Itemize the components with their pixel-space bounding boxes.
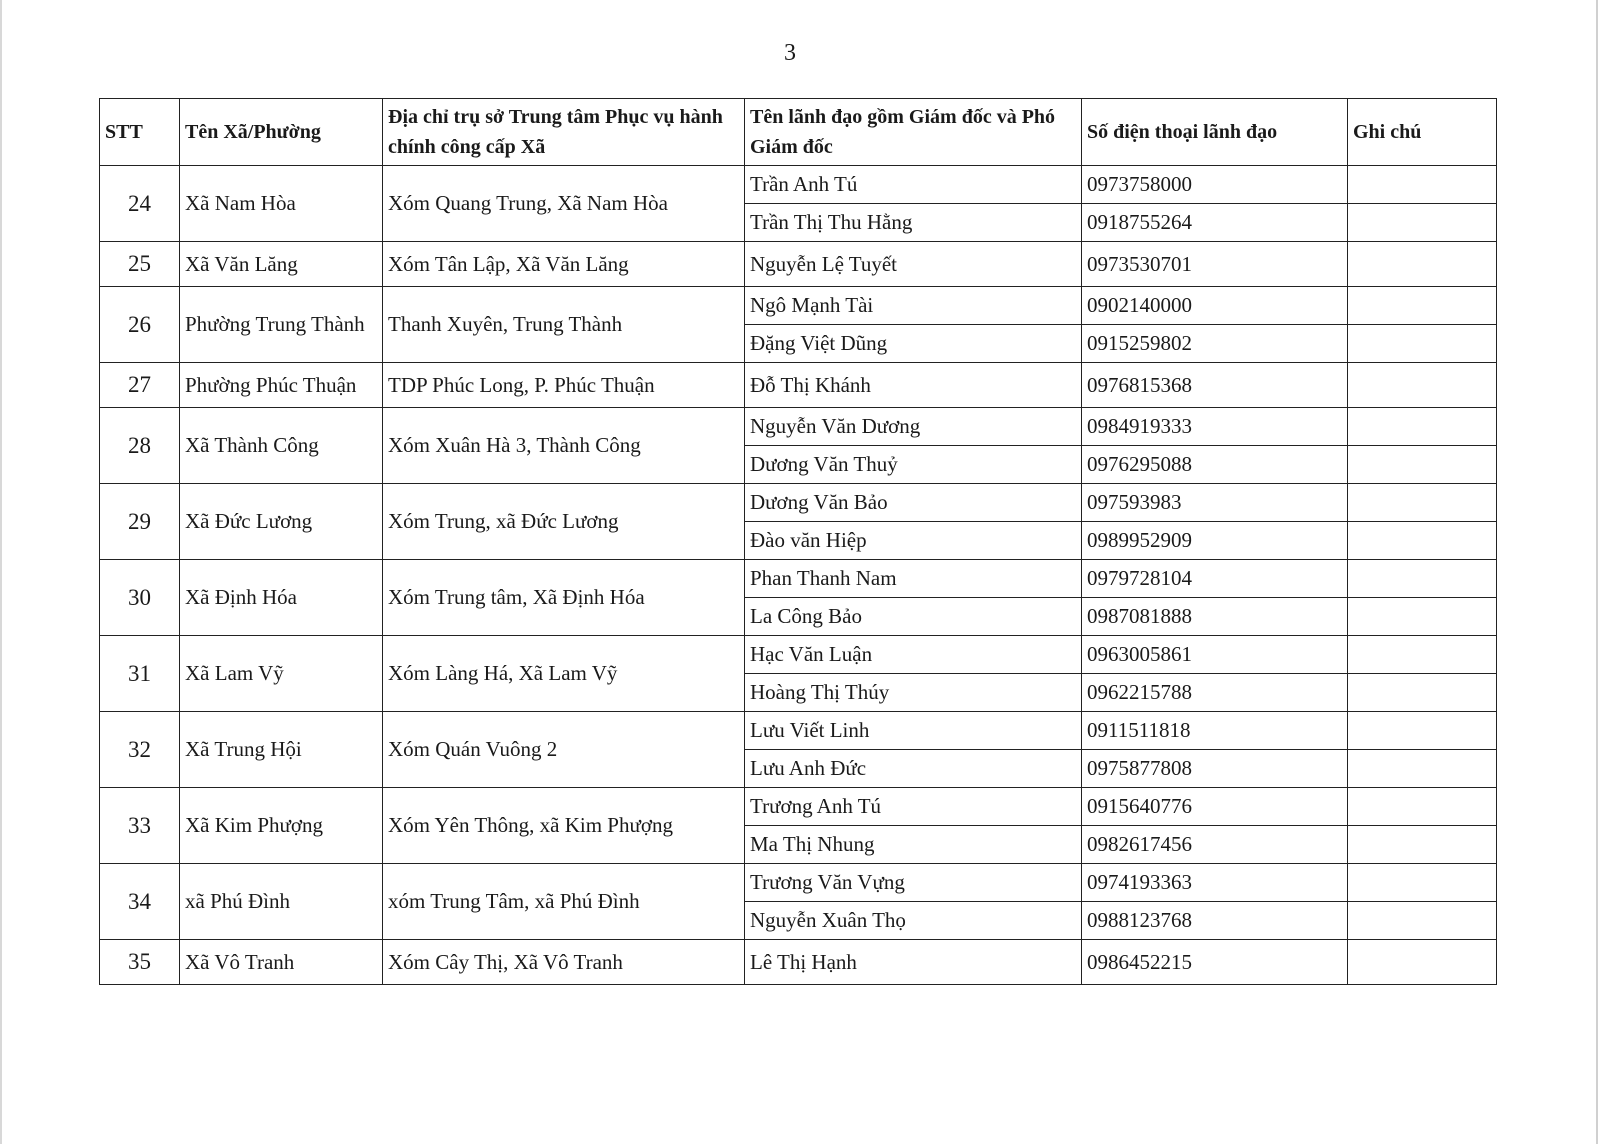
row-stt: 24 [100, 166, 180, 242]
row-commune-name: Phường Trung Thành [180, 287, 383, 363]
header-note: Ghi chú [1348, 99, 1497, 166]
row-stt: 34 [100, 864, 180, 940]
row-commune-name: Phường Phúc Thuận [180, 363, 383, 408]
row-note-empty [1348, 446, 1497, 484]
row-note-empty [1348, 750, 1497, 788]
leader-name: La Công Bảo [745, 598, 1082, 636]
header-address: Địa chỉ trụ sở Trung tâm Phục vụ hành chính công cấp Xã [383, 99, 745, 166]
leader-name: Nguyễn Lệ Tuyết [745, 242, 1082, 287]
header-commune-name: Tên Xã/Phường [180, 99, 383, 166]
leader-phone: 0973758000 [1082, 166, 1348, 204]
row-note [1348, 940, 1497, 985]
leader-phone: 0918755264 [1082, 204, 1348, 242]
leader-phone: 0987081888 [1082, 598, 1348, 636]
leader-name: Ma Thị Nhung [745, 826, 1082, 864]
row-commune-name: xã Phú Đình [180, 864, 383, 940]
row-address: Xóm Yên Thông, xã Kim Phượng [383, 788, 745, 864]
leader-name: Trương Văn Vựng [745, 864, 1082, 902]
row-note [1348, 408, 1497, 446]
row-stt: 31 [100, 636, 180, 712]
row-commune-name: Xã Vô Tranh [180, 940, 383, 985]
leader-phone: 0975877808 [1082, 750, 1348, 788]
row-note [1348, 864, 1497, 902]
leader-phone: 0963005861 [1082, 636, 1348, 674]
row-stt: 30 [100, 560, 180, 636]
row-address: Xóm Xuân Hà 3, Thành Công [383, 408, 745, 484]
leader-phone: 0989952909 [1082, 522, 1348, 560]
row-note [1348, 287, 1497, 325]
leader-phone: 0915259802 [1082, 325, 1348, 363]
row-address: Xóm Quang Trung, Xã Nam Hòa [383, 166, 745, 242]
leader-name: Dương Văn Bảo [745, 484, 1082, 522]
header-row [100, 99, 1497, 166]
leader-phone: 0982617456 [1082, 826, 1348, 864]
table-row [100, 712, 1497, 750]
row-address: Xóm Làng Há, Xã Lam Vỹ [383, 636, 745, 712]
leader-name: Lưu Viết Linh [745, 712, 1082, 750]
row-commune-name: Xã Đức Lương [180, 484, 383, 560]
row-stt: 32 [100, 712, 180, 788]
row-note [1348, 242, 1497, 287]
row-commune-name: Xã Nam Hòa [180, 166, 383, 242]
row-commune-name: Xã Định Hóa [180, 560, 383, 636]
row-note-empty [1348, 325, 1497, 363]
row-note [1348, 636, 1497, 674]
leader-phone: 0976295088 [1082, 446, 1348, 484]
leader-name: Dương Văn Thuỷ [745, 446, 1082, 484]
leader-name: Đặng Việt Dũng [745, 325, 1082, 363]
row-address: Xóm Trung tâm, Xã Định Hóa [383, 560, 745, 636]
row-note-empty [1348, 598, 1497, 636]
row-stt: 27 [100, 363, 180, 408]
row-note-empty [1348, 204, 1497, 242]
row-address: Thanh Xuyên, Trung Thành [383, 287, 745, 363]
table-row [100, 636, 1497, 674]
row-commune-name: Xã Kim Phượng [180, 788, 383, 864]
leader-name: Nguyễn Xuân Thọ [745, 902, 1082, 940]
leader-phone: 0962215788 [1082, 674, 1348, 712]
leader-name: Trần Anh Tú [745, 166, 1082, 204]
row-address: Xóm Tân Lập, Xã Văn Lăng [383, 242, 745, 287]
row-note-empty [1348, 522, 1497, 560]
row-note [1348, 788, 1497, 826]
row-note [1348, 166, 1497, 204]
row-stt: 28 [100, 408, 180, 484]
row-address: Xóm Trung, xã Đức Lương [383, 484, 745, 560]
header-leader-phone: Số điện thoại lãnh đạo [1082, 99, 1348, 166]
row-address: Xóm Quán Vuông 2 [383, 712, 745, 788]
header-stt: STT [100, 99, 180, 166]
row-note [1348, 484, 1497, 522]
page-number: 3 [784, 40, 796, 66]
row-stt: 35 [100, 940, 180, 985]
leader-name: Đào văn Hiệp [745, 522, 1082, 560]
leader-phone: 0902140000 [1082, 287, 1348, 325]
leader-name: Lê Thị Hạnh [745, 940, 1082, 985]
leader-name: Nguyễn Văn Dương [745, 408, 1082, 446]
scan-edge-left [0, 0, 2, 1144]
header-leader-name: Tên lãnh đạo gồm Giám đốc và Phó Giám đốc [745, 99, 1082, 166]
leader-phone: 0911511818 [1082, 712, 1348, 750]
leader-name: Ngô Mạnh Tài [745, 287, 1082, 325]
leader-name: Phan Thanh Nam [745, 560, 1082, 598]
scan-edge-right [1596, 0, 1598, 1144]
row-stt: 29 [100, 484, 180, 560]
row-commune-name: Xã Lam Vỹ [180, 636, 383, 712]
row-stt: 25 [100, 242, 180, 287]
table-row [100, 408, 1497, 446]
row-commune-name: Xã Trung Hội [180, 712, 383, 788]
leader-phone: 097593983 [1082, 484, 1348, 522]
row-note-empty [1348, 826, 1497, 864]
row-stt: 33 [100, 788, 180, 864]
row-address: xóm Trung Tâm, xã Phú Đình [383, 864, 745, 940]
row-note [1348, 363, 1497, 408]
table-row [100, 363, 1497, 408]
row-address: Xóm Cây Thị, Xã Vô Tranh [383, 940, 745, 985]
row-note-empty [1348, 674, 1497, 712]
leader-name: Hoàng Thị Thúy [745, 674, 1082, 712]
table-row [100, 287, 1497, 325]
leader-phone: 0979728104 [1082, 560, 1348, 598]
leader-phone: 0915640776 [1082, 788, 1348, 826]
leader-name: Hạc Văn Luận [745, 636, 1082, 674]
table-row [100, 166, 1497, 204]
row-commune-name: Xã Văn Lăng [180, 242, 383, 287]
row-note [1348, 712, 1497, 750]
leader-name: Trương Anh Tú [745, 788, 1082, 826]
leaders-table [99, 98, 1497, 985]
table-row [100, 864, 1497, 902]
leader-phone: 0986452215 [1082, 940, 1348, 985]
table-row [100, 788, 1497, 826]
table-row [100, 560, 1497, 598]
leader-phone: 0988123768 [1082, 902, 1348, 940]
row-stt: 26 [100, 287, 180, 363]
leader-phone: 0976815368 [1082, 363, 1348, 408]
row-note [1348, 560, 1497, 598]
table-row [100, 940, 1497, 985]
row-address: TDP Phúc Long, P. Phúc Thuận [383, 363, 745, 408]
row-note-empty [1348, 902, 1497, 940]
leader-name: Đỗ Thị Khánh [745, 363, 1082, 408]
leader-phone: 0984919333 [1082, 408, 1348, 446]
table-row [100, 242, 1497, 287]
leader-phone: 0973530701 [1082, 242, 1348, 287]
leader-name: Trần Thị Thu Hằng [745, 204, 1082, 242]
leader-phone: 0974193363 [1082, 864, 1348, 902]
table-row [100, 484, 1497, 522]
row-commune-name: Xã Thành Công [180, 408, 383, 484]
leader-name: Lưu Anh Đức [745, 750, 1082, 788]
